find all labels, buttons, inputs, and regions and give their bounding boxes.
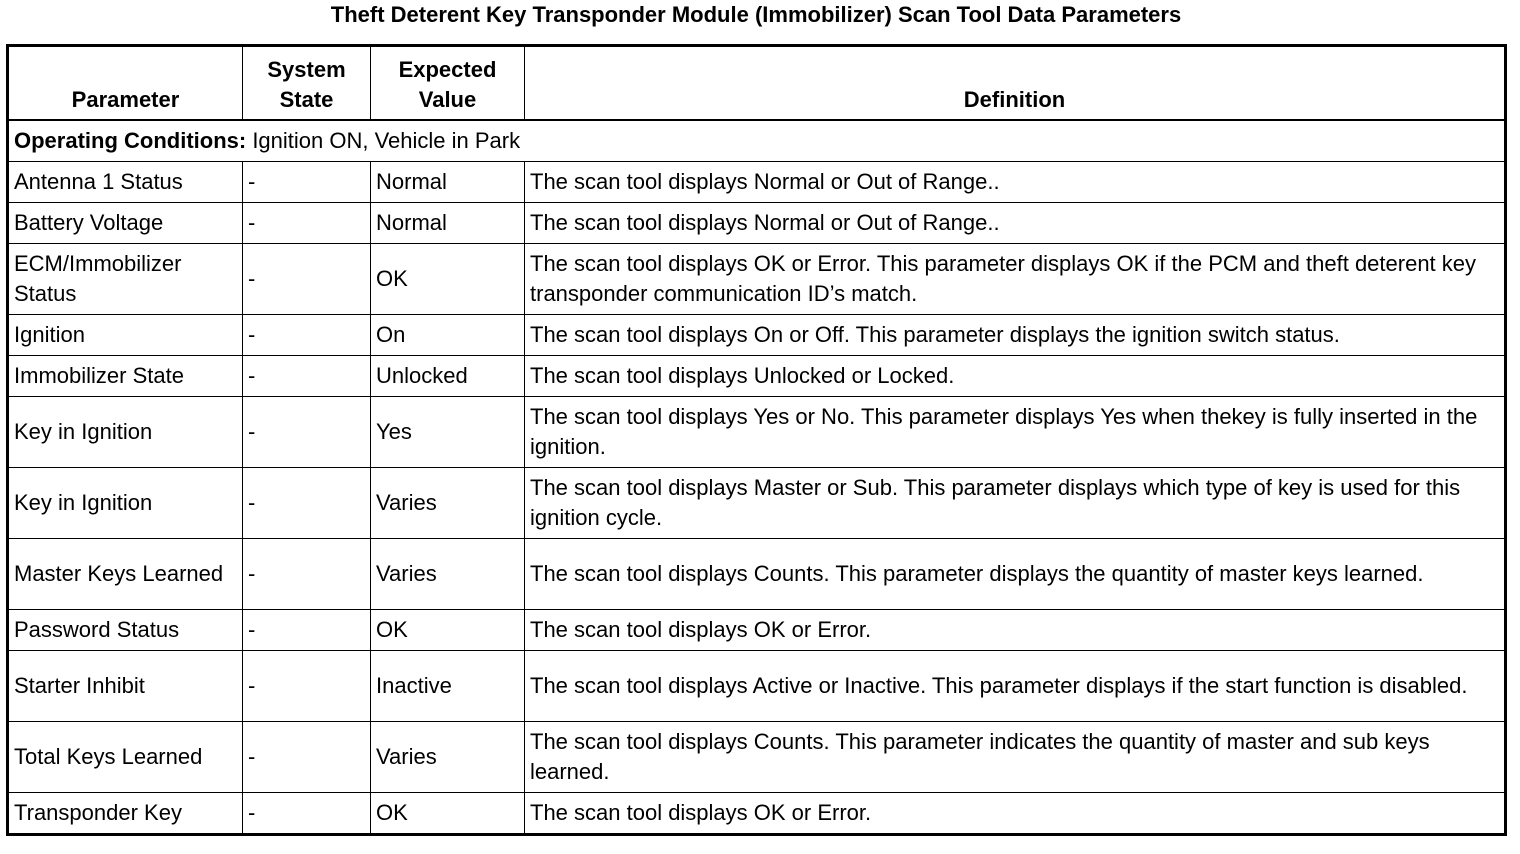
cell-expected-value: Inactive <box>371 651 525 722</box>
cell-system-state: - <box>243 356 371 397</box>
operating-conditions-cell <box>8 120 1506 162</box>
cell-system-state: - <box>243 468 371 539</box>
cell-definition: The scan tool displays OK or Error. <box>525 793 1506 835</box>
header-definition: Definition <box>525 46 1506 121</box>
scan-tool-data-table <box>6 44 1507 836</box>
table-header-row <box>8 46 1506 121</box>
cell-definition: The scan tool displays OK or Error. This parameter displays OK if the PCM and theft deterent key transponder communication ID’s match. <box>525 244 1506 315</box>
cell-system-state: - <box>243 539 371 610</box>
cell-system-state: - <box>243 244 371 315</box>
cell-definition: The scan tool displays Normal or Out of Range.. <box>525 203 1506 244</box>
operating-conditions-text: Ignition ON, Vehicle in Park <box>246 128 521 153</box>
cell-definition: The scan tool displays Master or Sub. This parameter displays which type of key is used for this ignition cycle. <box>525 468 1506 539</box>
cell-expected-value: Varies <box>371 468 525 539</box>
cell-system-state: - <box>243 610 371 651</box>
cell-parameter: Key in Ignition <box>8 468 243 539</box>
cell-definition: The scan tool displays Normal or Out of Range.. <box>525 162 1506 203</box>
cell-expected-value: Varies <box>371 539 525 610</box>
cell-definition: The scan tool displays On or Off. This parameter displays the ignition switch status. <box>525 315 1506 356</box>
cell-parameter: Transponder Key <box>8 793 243 835</box>
cell-definition: The scan tool displays Counts. This parameter displays the quantity of master keys learned. <box>525 539 1506 610</box>
cell-expected-value: OK <box>371 244 525 315</box>
table-row <box>8 315 1506 356</box>
cell-parameter: Antenna 1 Status <box>8 162 243 203</box>
cell-expected-value: Yes <box>371 397 525 468</box>
cell-system-state: - <box>243 651 371 722</box>
cell-expected-value: Normal <box>371 203 525 244</box>
table-row <box>8 610 1506 651</box>
table-row <box>8 722 1506 793</box>
operating-conditions-row <box>8 120 1506 162</box>
cell-parameter: ECM/Immobilizer Status <box>8 244 243 315</box>
cell-system-state: - <box>243 162 371 203</box>
cell-expected-value: Varies <box>371 722 525 793</box>
cell-expected-value: Normal <box>371 162 525 203</box>
cell-parameter: Password Status <box>8 610 243 651</box>
table-row <box>8 397 1506 468</box>
table-row <box>8 793 1506 835</box>
cell-definition: The scan tool displays Active or Inactive. This parameter displays if the start function is disabled. <box>525 651 1506 722</box>
cell-parameter: Key in Ignition <box>8 397 243 468</box>
cell-system-state: - <box>243 315 371 356</box>
cell-parameter: Total Keys Learned <box>8 722 243 793</box>
table-row <box>8 539 1506 610</box>
header-expected-value: Expected Value <box>371 46 525 121</box>
table-row <box>8 651 1506 722</box>
operating-conditions-label: Operating Conditions: <box>14 128 247 153</box>
cell-definition: The scan tool displays Unlocked or Locked. <box>525 356 1506 397</box>
cell-expected-value: OK <box>371 793 525 835</box>
table-row <box>8 468 1506 539</box>
header-system-state: System State <box>243 46 371 121</box>
table-row <box>8 162 1506 203</box>
cell-system-state: - <box>243 397 371 468</box>
cell-expected-value: On <box>371 315 525 356</box>
cell-parameter: Immobilizer State <box>8 356 243 397</box>
cell-parameter: Master Keys Learned <box>8 539 243 610</box>
cell-system-state: - <box>243 793 371 835</box>
cell-definition: The scan tool displays Counts. This parameter indicates the quantity of master and sub keys learned. <box>525 722 1506 793</box>
table-row <box>8 244 1506 315</box>
cell-definition: The scan tool displays OK or Error. <box>525 610 1506 651</box>
cell-system-state: - <box>243 722 371 793</box>
cell-expected-value: Unlocked <box>371 356 525 397</box>
cell-parameter: Starter Inhibit <box>8 651 243 722</box>
cell-parameter: Ignition <box>8 315 243 356</box>
cell-system-state: - <box>243 203 371 244</box>
table-row <box>8 203 1506 244</box>
cell-expected-value: OK <box>371 610 525 651</box>
cell-definition: The scan tool displays Yes or No. This parameter displays Yes when thekey is fully inserted in the ignition. <box>525 397 1506 468</box>
document-title: Theft Deterent Key Transponder Module (Immobilizer) Scan Tool Data Parameters <box>330 2 1182 27</box>
table-row <box>8 356 1506 397</box>
header-parameter: Parameter <box>8 46 243 121</box>
cell-parameter: Battery Voltage <box>8 203 243 244</box>
